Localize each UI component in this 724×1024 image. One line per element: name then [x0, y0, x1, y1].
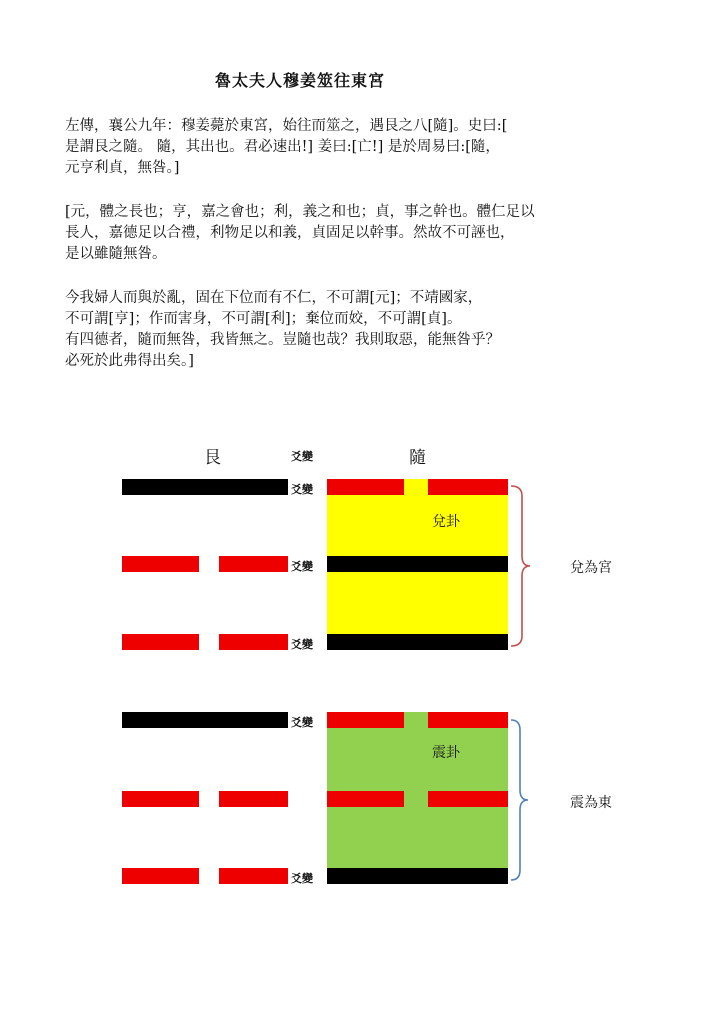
sui-line-4-yang — [327, 634, 508, 650]
sui-line-3-yin-left — [327, 712, 404, 728]
yao-bian-label: 爻變 — [291, 638, 313, 651]
lower-trigram-label: 震卦 — [432, 745, 460, 761]
gen-line-6-yang — [122, 479, 288, 495]
gen-line-4-yin-right — [219, 634, 288, 650]
yao-bian-label: 爻變 — [291, 560, 313, 573]
gen-line-5-yin-right — [219, 556, 288, 572]
text-line: 是以雖隨無咎。 — [65, 246, 167, 262]
gen-line-1-yin-left — [122, 868, 199, 884]
lower-side-label: 震為東 — [570, 795, 612, 811]
sui-line-5-yang — [327, 556, 508, 572]
header-sui: 隨 — [409, 448, 426, 468]
page-title: 魯太夫人穆姜筮往東宮 — [214, 71, 385, 90]
text-line: 是謂艮之隨。 隨，其出也。君必速出!] 姜曰:[亡!] 是於周易曰:[隨， — [65, 139, 500, 155]
sui-line-6-yin-right — [428, 479, 508, 495]
paragraph-1 — [65, 116, 665, 179]
yao-bian-label: 爻變 — [291, 872, 313, 885]
yao-bian-label: 爻變 — [291, 716, 313, 729]
upper-side-label: 兌為宮 — [570, 560, 612, 576]
paragraph-3 — [65, 288, 665, 372]
upper-trigram-label: 兌卦 — [432, 514, 460, 530]
sui-line-2-yin-left — [327, 791, 404, 807]
sui-line-3-yin-right — [428, 712, 508, 728]
gen-line-3-yang — [122, 712, 288, 728]
text-line: 長人，嘉德足以合禮，利物足以和義，貞固足以幹事。然故不可誣也， — [65, 225, 515, 241]
yao-bian-label: 爻變 — [291, 483, 313, 496]
text-line: 左傳，襄公九年：穆姜薨於東宮，始往而筮之，遇艮之八[隨]。史曰:[ — [65, 118, 508, 134]
upper-brace — [508, 484, 548, 650]
text-line: 元亨利貞，無咎。] — [65, 160, 180, 176]
text-line: [元，體之長也；亨，嘉之會也；利，義之和也；貞，事之幹也。體仁足以 — [65, 204, 535, 220]
header-gen: 艮 — [204, 448, 221, 468]
gen-line-1-yin-right — [219, 868, 288, 884]
header-yao-bian: 爻變 — [291, 450, 313, 463]
text-line: 不可謂[亨]；作而害身，不可謂[利]；棄位而姣，不可謂[貞]。 — [65, 311, 462, 327]
text-line: 有四德者，隨而無咎，我皆無之。豈隨也哉？我則取惡，能無咎乎？ — [65, 332, 500, 348]
sui-line-1-yang — [327, 868, 508, 884]
gen-line-5-yin-left — [122, 556, 199, 572]
text-line: 必死於此弗得出矣。] — [65, 353, 194, 369]
paragraph-2 — [65, 202, 665, 265]
sui-line-6-yin-left — [327, 479, 404, 495]
sui-line-2-yin-right — [428, 791, 508, 807]
text-line: 今我婦人而與於亂，固在下位而有不仁，不可謂[元]；不靖國家， — [65, 290, 483, 306]
gen-line-2-yin-left — [122, 791, 199, 807]
gen-line-2-yin-right — [219, 791, 288, 807]
gen-line-4-yin-left — [122, 634, 199, 650]
lower-brace — [508, 718, 548, 884]
